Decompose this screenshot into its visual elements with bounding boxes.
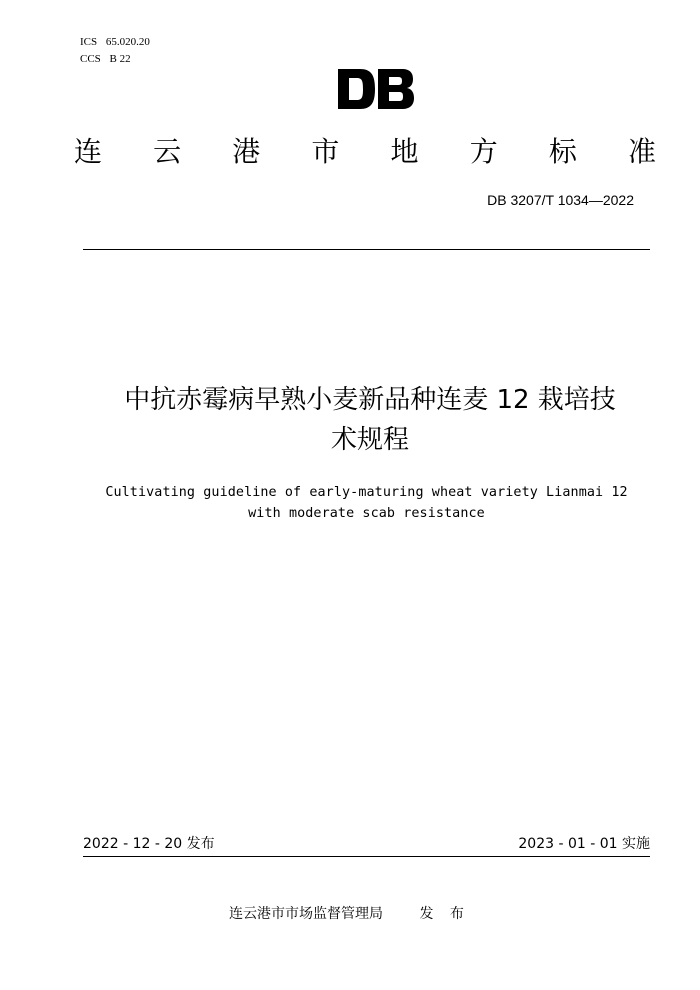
title-chinese: [80, 380, 660, 460]
standard-type-char: 方: [469, 135, 498, 168]
publisher-line: [229, 905, 470, 923]
standard-number: DB 3207/T 1034—2022: [487, 192, 634, 208]
issue-date: 2022 - 12 - 20 发布: [83, 836, 215, 852]
publisher-name: 连云港市市场监督管理局: [229, 906, 383, 922]
title-chinese-line-1: 中抗赤霉病早熟小麦新品种连麦 12 栽培技: [124, 385, 616, 415]
title-english-line-2: with moderate scab resistance: [248, 506, 485, 521]
standard-type-char: 市: [311, 135, 340, 168]
standard-type-char: 准: [627, 135, 656, 168]
db-logo-letter-b: [378, 69, 414, 109]
db-logo-letter-d: [338, 69, 375, 109]
ics-code: 65.020.20: [105, 36, 150, 48]
classification-codes: [80, 34, 150, 68]
ics-label: ICS: [80, 36, 98, 48]
standard-type-char: 港: [232, 135, 261, 168]
standard-type-char: 地: [390, 135, 419, 168]
standard-type-char: 标: [548, 135, 577, 168]
title-english-line-1: Cultivating guideline of early-maturing wheat variety Lianmai 12: [105, 485, 628, 500]
header-divider: [83, 249, 650, 250]
db-logo: [338, 69, 414, 109]
publish-action: 发 布: [419, 906, 470, 922]
ccs-label: CCS: [80, 53, 101, 65]
standard-type-char: 连: [73, 135, 102, 168]
footer-divider: [83, 856, 650, 857]
ics-row: [80, 34, 150, 51]
title-chinese-line-2: 术规程: [330, 425, 409, 455]
ccs-row: [80, 51, 150, 68]
implementation-date: 2023 - 01 - 01 实施: [518, 836, 650, 852]
standard-type-heading: [70, 134, 660, 170]
title-english: [80, 482, 653, 524]
standard-type-char: 云: [153, 135, 182, 168]
ccs-code: B 22: [109, 53, 131, 65]
